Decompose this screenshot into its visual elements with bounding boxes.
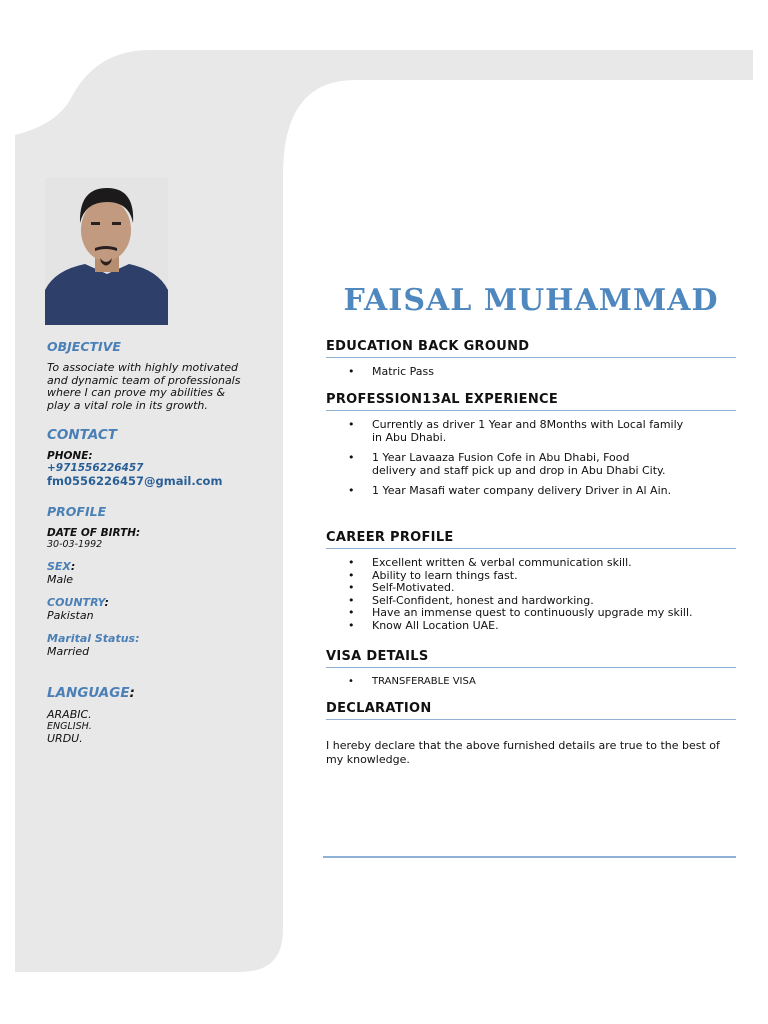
- career-section: [326, 530, 736, 632]
- marital-value: Married: [47, 645, 90, 658]
- bottom-divider: [323, 856, 736, 858]
- visa-heading: VISA DETAILS: [326, 649, 736, 668]
- candidate-name: FAISAL MUHAMMAD: [343, 283, 719, 318]
- objective-text: To associate with highly motivated and dynamic team of professionals where I can prove my abilities & play a vital role in its growth.: [47, 361, 241, 412]
- list-item: • Matric Pass: [326, 366, 736, 379]
- list-item: • Excellent written & verbal communication skill.: [326, 557, 736, 570]
- profile-heading: PROFILE: [47, 504, 107, 519]
- list-item: • Self-Confident, honest and hardworking.: [326, 595, 736, 608]
- education-section: [326, 339, 736, 379]
- visa-section: [326, 649, 736, 689]
- objective-heading: OBJECTIVE: [47, 339, 121, 354]
- objective-section: [47, 339, 272, 412]
- marital-label: Marital Status:: [47, 632, 140, 645]
- language-item: URDU.: [47, 732, 83, 745]
- list-item: • TRANSFERABLE VISA: [326, 676, 736, 689]
- experience-heading: PROFESSION13AL EXPERIENCE: [326, 392, 736, 411]
- list-item: • Ability to learn things fast.: [326, 570, 736, 583]
- contact-heading: CONTACT: [47, 427, 117, 443]
- dob-label: DATE OF BIRTH:: [47, 527, 141, 539]
- language-heading: LANGUAGE:: [47, 685, 135, 701]
- declaration-heading: DECLARATION: [326, 701, 736, 720]
- declaration-text: I hereby declare that the above furnished details are true to the best of my knowledge.: [326, 739, 720, 766]
- language-item: ENGLISH.: [47, 721, 92, 732]
- phone-number[interactable]: +971556226457: [47, 462, 144, 474]
- sex-value: Male: [47, 573, 74, 586]
- list-item: • 1 Year Lavaaza Fusion Cofe in Abu Dhabi, Food delivery and staff pick up and drop in Abu Dhabi City.: [326, 452, 736, 477]
- education-heading: EDUCATION BACK GROUND: [326, 339, 736, 358]
- sex-label: SEX:: [47, 560, 76, 573]
- profile-photo: [45, 178, 168, 325]
- dob-value: 30-03-1992: [47, 539, 103, 550]
- contact-section: [47, 427, 272, 488]
- career-heading: CAREER PROFILE: [326, 530, 736, 549]
- country-value: Pakistan: [47, 609, 94, 622]
- email-address[interactable]: fm0556226457@gmail.com: [47, 474, 223, 488]
- declaration-section: [326, 701, 736, 720]
- list-item: • Have an immense quest to continuously upgrade my skill.: [326, 607, 736, 620]
- language-item: ARABIC.: [47, 708, 92, 721]
- country-label: COUNTRY:: [47, 596, 109, 609]
- list-item: • Know All Location UAE.: [326, 620, 736, 633]
- list-item: • Self-Motivated.: [326, 582, 736, 595]
- profile-section: [47, 504, 272, 658]
- phone-label: PHONE:: [47, 450, 93, 462]
- list-item: • 1 Year Masafi water company delivery Driver in Al Ain.: [326, 485, 736, 498]
- list-item: • Currently as driver 1 Year and 8Months with Local family in Abu Dhabi.: [326, 419, 736, 444]
- language-section: [47, 685, 272, 745]
- experience-section: [326, 392, 736, 506]
